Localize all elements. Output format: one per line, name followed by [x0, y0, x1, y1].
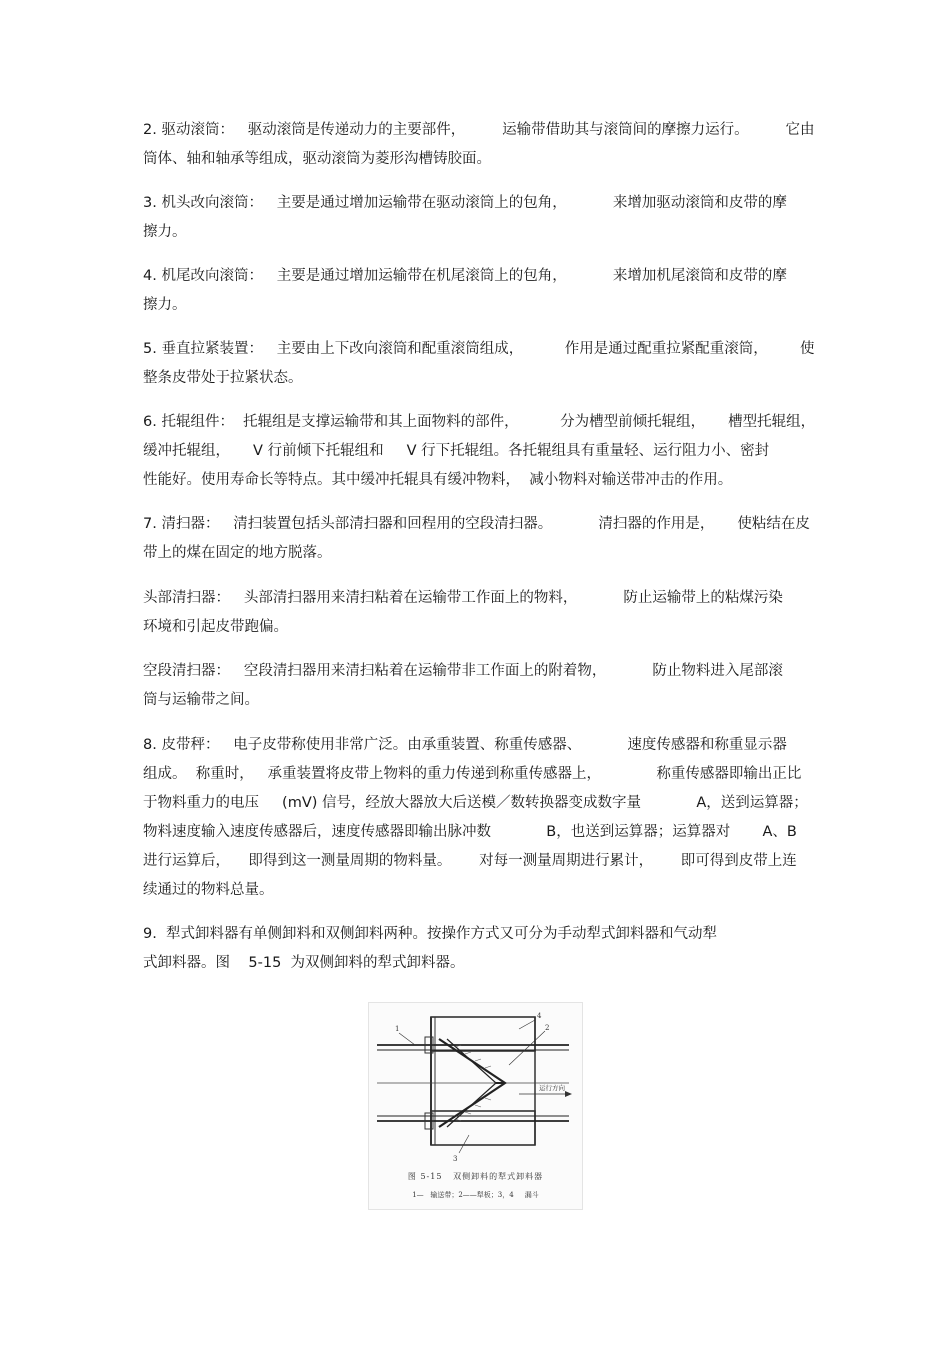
callout-1: 1 — [395, 1025, 400, 1033]
text-line: 7. 清扫器： 清扫装置包括头部清扫器和回程用的空段清扫器。 清扫器的作用是， 使粘结在皮 — [143, 516, 810, 532]
callout-2: 2 — [545, 1024, 550, 1032]
text-line: 9. 犁式卸料器有单侧卸料和双侧卸料两种。按操作方式又可分为手动犁式卸料器和气动犁 — [143, 926, 718, 942]
text-line: 续通过的物料总量。 — [143, 882, 274, 898]
text-line: 空段清扫器： 空段清扫器用来清扫粘着在运输带非工作面上的附着物， 防止物料进入尾部滚 — [143, 663, 783, 679]
paragraph-belt-scale — [143, 731, 823, 905]
paragraph-cleaner — [143, 510, 823, 568]
text-line: 缓冲托辊组， V 行前倾下托辊组和 V 行下托辊组。各托辊组具有重量轻、运行阻力小、密封 — [143, 443, 770, 459]
text-line: 头部清扫器： 头部清扫器用来清扫粘着在运输带工作面上的物料， 防止运输带上的粘煤污染 — [143, 590, 783, 606]
callout-3: 3 — [453, 1155, 458, 1163]
figure-plough-tripper — [368, 1002, 583, 1210]
text-line: 6. 托辊组件： 托辊组是支撑运输带和其上面物料的部件， 分为槽型前倾托辊组， 槽型托辊组， — [143, 414, 816, 430]
leader-line-1 — [399, 1033, 415, 1045]
plough-tripper-diagram — [369, 1003, 582, 1168]
paragraph-plough-tripper — [143, 920, 823, 978]
text-line: 式卸料器。图 5-15 为双侧卸料的犁式卸料器。 — [143, 955, 465, 971]
paragraph-vertical-take-up — [143, 335, 823, 393]
text-line: 筒体、轴和轴承等组成，驱动滚筒为菱形沟槽铸胶面。 — [143, 151, 491, 167]
text-line: 擦力。 — [143, 297, 187, 313]
text-line: 整条皮带处于拉紧状态。 — [143, 370, 303, 386]
direction-label: 运行方向 — [539, 1084, 565, 1092]
text-line: 带上的煤在固定的地方脱落。 — [143, 545, 332, 561]
text-line: 4. 机尾改向滚筒： 主要是通过增加运输带在机尾滚筒上的包角， 来增加机尾滚筒和皮带的摩 — [143, 268, 787, 284]
text-line: 环境和引起皮带跑偏。 — [143, 619, 288, 635]
paragraph-head-bend-pulley — [143, 189, 823, 247]
text-line: 5. 垂直拉紧装置： 主要由上下改向滚筒和配重滚筒组成， 作用是通过配重拉紧配重滚筒， 使 — [143, 341, 815, 357]
leader-line-3 — [459, 1135, 469, 1153]
paragraph-return-cleaner — [143, 657, 823, 715]
text-line: 组成。 称重时， 承重装置将皮带上物料的重力传递到称重传感器上， 称重传感器即输出正比 — [143, 766, 802, 782]
callout-4: 4 — [537, 1012, 542, 1020]
paragraph-drive-pulley — [143, 116, 823, 174]
figure-caption: 图 5-15 双侧卸料的犁式卸料器 — [407, 1172, 544, 1181]
figure-legend: 1— 输送带；2——犁板；3，4 漏斗 — [412, 1191, 539, 1199]
text-line: 性能好。使用寿命长等特点。其中缓冲托辊具有缓冲物料， 减小物料对输送带冲击的作用。 — [143, 472, 733, 488]
text-line: 擦力。 — [143, 224, 187, 240]
upper-hopper-outline — [431, 1017, 535, 1051]
text-line: 8. 皮带秤： 电子皮带称使用非常广泛。由承重装置、称重传感器、 速度传感器和称重显示器 — [143, 737, 787, 753]
leader-line-2 — [509, 1031, 545, 1065]
leader-line-4 — [519, 1020, 535, 1029]
direction-arrow-head — [565, 1091, 572, 1097]
text-line: 进行运算后， 即得到这一测量周期的物料量。 对每一测量周期进行累计， 即可得到皮带上连 — [143, 853, 797, 869]
text-line: 筒与运输带之间。 — [143, 692, 259, 708]
text-line: 2. 驱动滚筒： 驱动滚筒是传递动力的主要部件， 运输带借助其与滚筒间的摩擦力运行。 它由 — [143, 122, 815, 138]
paragraph-tail-bend-pulley — [143, 262, 823, 320]
paragraph-idler-assembly — [143, 408, 823, 495]
paragraph-head-cleaner — [143, 584, 823, 642]
text-line: 3. 机头改向滚筒： 主要是通过增加运输带在驱动滚筒上的包角， 来增加驱动滚筒和皮带的摩 — [143, 195, 787, 211]
text-line: 于物料重力的电压 (mV) 信号，经放大器放大后送模／数转换器变成数字量 A，送到运算器； — [143, 795, 808, 811]
text-line: 物料速度输入速度传感器后，速度传感器即输出脉冲数 B，也送到运算器；运算器对 A、B — [143, 824, 797, 840]
